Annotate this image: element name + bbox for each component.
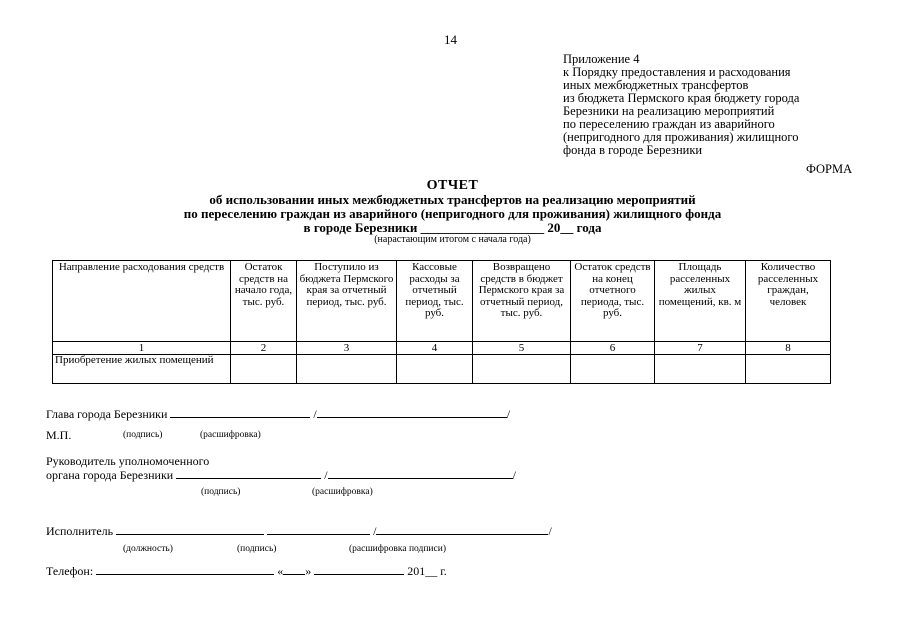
header-cell: Кассовые расходы за отчетный период, тыс. руб. xyxy=(397,261,473,342)
organ-label-1: Руководитель уполномоченного xyxy=(46,454,210,468)
header-cell: Остаток средств на начало года, тыс. руб. xyxy=(231,261,297,342)
rasshifrovka-caption: (расшифровка) xyxy=(312,487,373,497)
table-cell: Приобретение жилых помещений xyxy=(53,355,231,384)
slash: / xyxy=(506,407,511,421)
slash: / xyxy=(512,468,516,482)
form-label: ФОРМА xyxy=(806,162,853,176)
appendix-line: по переселению граждан из аварийного xyxy=(563,117,775,131)
head-signature-blank[interactable] xyxy=(170,405,310,418)
title-line-3 xyxy=(0,221,905,235)
header-cell: Направление расходования средств xyxy=(53,261,231,342)
page-number: 14 xyxy=(444,32,457,47)
table-cell xyxy=(231,355,297,384)
column-number-row xyxy=(53,342,831,355)
table-row xyxy=(53,355,831,384)
quote-close: » xyxy=(305,564,312,578)
head-signature-line xyxy=(46,405,510,422)
organ-label-2: органа города Березники xyxy=(46,468,174,482)
header-cell: Поступило из бюджета Пермского края за отчетный период, тыс. руб. xyxy=(297,261,397,342)
column-number: 1 xyxy=(53,342,231,355)
appendix-line: иных межбюджетных трансфертов xyxy=(563,78,749,92)
table-header-row xyxy=(53,261,831,342)
appendix-line: Приложение 4 xyxy=(563,52,640,66)
column-number: 5 xyxy=(473,342,571,355)
head-label: Глава города Березники xyxy=(46,407,168,421)
organ-signature-blank[interactable] xyxy=(176,466,321,479)
subnote: (нарастающим итогом с начала года) xyxy=(374,234,531,245)
quote-open: « xyxy=(277,564,284,578)
table-cell xyxy=(655,355,746,384)
column-number: 7 xyxy=(655,342,746,355)
appendix-line: (непригодного для проживания) жилищного xyxy=(563,130,799,144)
slash: / xyxy=(324,468,328,482)
podpis-caption: (подпись) xyxy=(237,544,277,554)
header-cell: Возвращено средств в бюджет Пермского края за отчетный период, тыс. руб. xyxy=(473,261,571,342)
day-blank[interactable] xyxy=(283,562,305,575)
rasshifrovka-caption: (расшифровка) xyxy=(200,430,261,440)
slash: / xyxy=(373,524,377,538)
year-label: 201__ г. xyxy=(407,564,447,578)
rasshifrovka-podpisi-caption: (расшифровка подписи) xyxy=(349,544,446,554)
title-main: ОТЧЕТ xyxy=(426,178,479,193)
month-blank[interactable] xyxy=(314,562,404,575)
head-name-blank[interactable] xyxy=(317,405,507,418)
phone-line xyxy=(46,562,447,579)
appendix-line: Березники на реализацию мероприятий xyxy=(563,104,775,118)
slash: / xyxy=(548,524,552,538)
appendix-line: фонда в городе Березники xyxy=(563,143,703,157)
executor-position-blank[interactable] xyxy=(116,522,264,535)
executor-name-blank[interactable] xyxy=(376,522,548,535)
appendix-line: из бюджета Пермского края бюджету города xyxy=(563,91,800,105)
column-number: 8 xyxy=(746,342,831,355)
column-number: 4 xyxy=(397,342,473,355)
mp-label: М.П. xyxy=(46,428,72,442)
executor-signature-blank[interactable] xyxy=(267,522,370,535)
table-cell xyxy=(397,355,473,384)
podpis-caption: (подпись) xyxy=(123,430,163,440)
dolzhnost-caption: (должность) xyxy=(123,544,173,554)
appendix-note xyxy=(563,53,799,157)
executor-label: Исполнитель xyxy=(46,524,114,538)
column-number: 6 xyxy=(571,342,655,355)
report-table xyxy=(52,260,831,384)
appendix-line: к Порядку предоставления и расходования xyxy=(563,65,791,79)
report-title xyxy=(0,179,905,235)
header-cell: Количество расселенных граждан, человек xyxy=(746,261,831,342)
header-cell: Остаток средств на конец отчетного периода, тыс. руб. xyxy=(571,261,655,342)
column-number: 3 xyxy=(297,342,397,355)
title-line-2: по переселению граждан из аварийного (непригодного для проживания) жилищного фонда xyxy=(183,206,722,221)
phone-blank[interactable] xyxy=(96,562,274,575)
title-line-3-suffix: 20__ года xyxy=(544,220,602,235)
title-line-1: об использовании иных межбюджетных трансфертов на реализацию мероприятий xyxy=(209,192,696,207)
phone-label: Телефон: xyxy=(46,564,94,578)
executor-signature-line xyxy=(46,522,552,539)
table-cell xyxy=(746,355,831,384)
title-line-3-prefix: в городе Березники xyxy=(303,220,421,235)
organ-name-blank[interactable] xyxy=(328,466,513,479)
table-cell xyxy=(571,355,655,384)
header-cell: Площадь расселенных жилых помещений, кв. м xyxy=(655,261,746,342)
table-cell xyxy=(473,355,571,384)
column-number: 2 xyxy=(231,342,297,355)
table-cell xyxy=(297,355,397,384)
organ-signature-line xyxy=(46,466,516,483)
podpis-caption: (подпись) xyxy=(201,487,241,497)
slash: / xyxy=(313,407,317,421)
title-line-3-blank: ___________________ xyxy=(420,220,545,235)
